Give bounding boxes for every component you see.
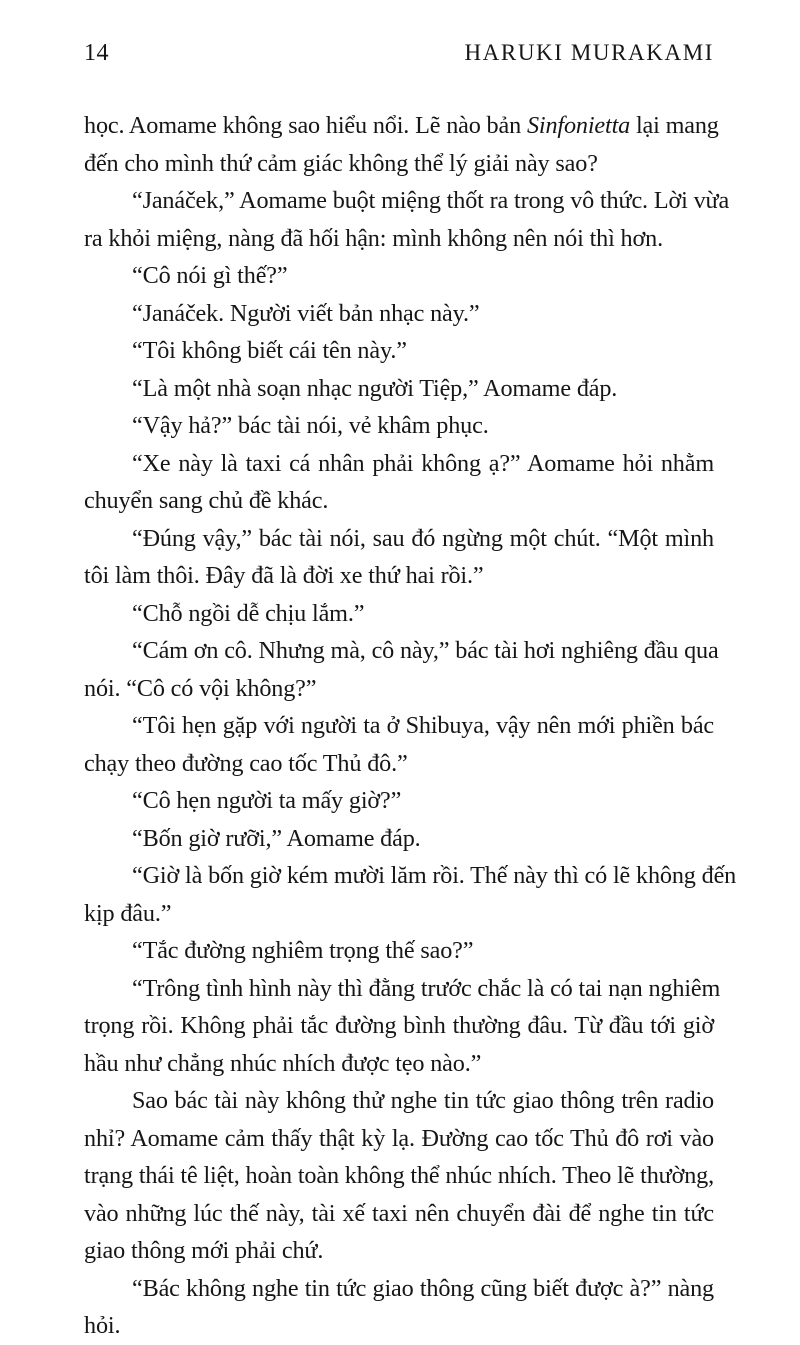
text-line: nhỉ? Aomame cảm thấy thật kỳ lạ. Đường cao tốc Thủ đô rơi vào (84, 1124, 714, 1152)
text-line: Sao bác tài này không thử nghe tin tức giao thông trên radio (132, 1087, 714, 1114)
text-line: hỏi. (84, 1312, 121, 1339)
text-line: chuyển sang chủ đề khác. (84, 487, 329, 514)
text-run: học. Aomame không sao hiểu nổi. Lẽ nào bản (84, 112, 527, 139)
running-title: HARUKI MURAKAMI (464, 40, 714, 65)
text-line: ra khỏi miệng, nàng đã hối hận: mình không nên nói thì hơn. (84, 224, 663, 252)
text-line: “Tôi hẹn gặp với người ta ở Shibuya, vậy nên mới phiền bác (132, 712, 714, 739)
text-line: “Là một nhà soạn nhạc người Tiệp,” Aomame đáp. (132, 374, 618, 402)
text-line: “Bốn giờ rưỡi,” Aomame đáp. (132, 824, 421, 852)
text-line: đến cho mình thứ cảm giác không thể lý giải này sao? (84, 149, 598, 177)
text-line: giao thông mới phải chứ. (84, 1237, 324, 1264)
text-line: “Cô nói gì thế?” (132, 262, 288, 289)
text-line: nói. “Cô có vội không?” (84, 674, 317, 702)
text-line: “Tôi không biết cái tên này.” (132, 337, 407, 364)
text-line: trạng thái tê liệt, hoàn toàn không thể nhúc nhích. Theo lẽ thường, (84, 1162, 715, 1189)
text-line: “Tắc đường nghiêm trọng thế sao?” (132, 937, 474, 964)
text-line: “Giờ là bốn giờ kém mười lăm rồi. Thế này thì có lẽ không đến (132, 862, 737, 889)
text-line: “Bác không nghe tin tức giao thông cũng biết được à?” nàng (132, 1274, 714, 1302)
text-run: lại mang (630, 112, 719, 139)
text-line: vào những lúc thế này, tài xế taxi nên chuyển đài để nghe tin tức (84, 1199, 714, 1227)
italic-title: Sinfonietta (526, 112, 631, 139)
text-line: “Cám ơn cô. Nhưng mà, cô này,” bác tài hơi nghiêng đầu qua (132, 637, 719, 664)
text-line: “Xe này là taxi cá nhân phải không ạ?” Aomame hỏi nhằm (132, 449, 714, 477)
text-line: “Trông tình hình này thì đằng trước chắc là có tai nạn nghiêm (132, 974, 721, 1002)
text-line: kịp đâu.” (84, 899, 172, 927)
text-line: “Cô hẹn người ta mấy giờ?” (132, 787, 402, 814)
text-line: chạy theo đường cao tốc Thủ đô.” (84, 749, 408, 777)
text-line: hầu như chẳng nhúc nhích được tẹo nào.” (84, 1049, 482, 1077)
page-number: 14 (84, 40, 109, 66)
text-line (84, 107, 719, 145)
body-text (84, 107, 737, 1345)
text-line: “Chỗ ngồi dễ chịu lắm.” (132, 599, 365, 627)
running-header (84, 40, 714, 80)
text-line: trọng rồi. Không phải tắc đường bình thường đâu. Từ đầu tới giờ (84, 1012, 714, 1039)
text-line: “Janáček. Người viết bản nhạc này.” (132, 299, 480, 327)
text-line: “Janáček,” Aomame buột miệng thốt ra trong vô thức. Lời vừa (132, 187, 730, 214)
text-line: “Vậy hả?” bác tài nói, vẻ khâm phục. (132, 412, 489, 439)
text-line: tôi làm thôi. Đây đã là đời xe thứ hai rồi.” (84, 562, 484, 589)
text-line: “Đúng vậy,” bác tài nói, sau đó ngừng một chút. “Một mình (132, 524, 714, 552)
